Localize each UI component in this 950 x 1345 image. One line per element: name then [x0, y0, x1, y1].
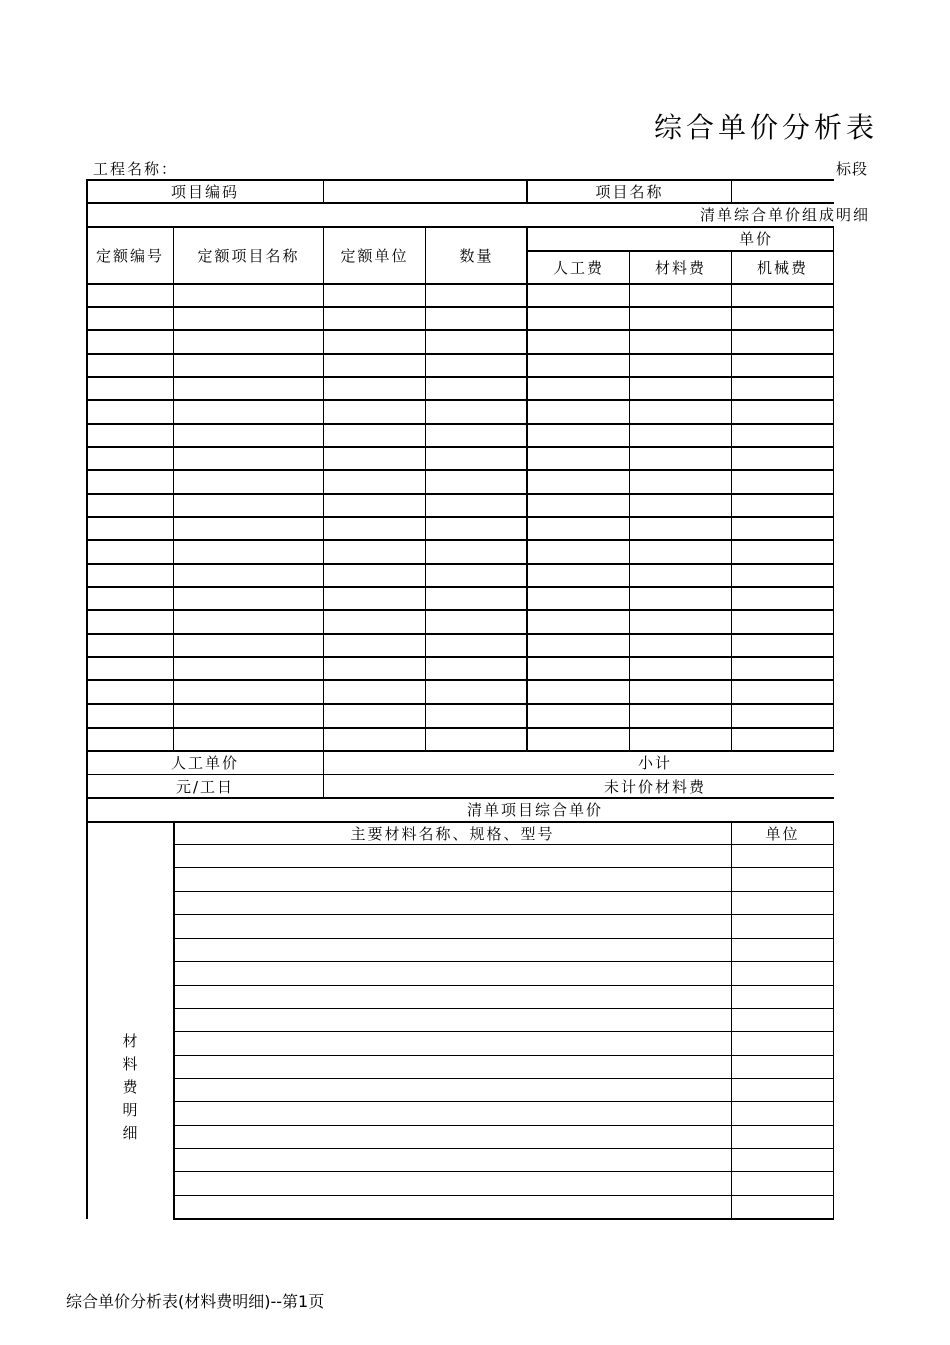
grid-line	[87, 821, 834, 823]
grid-line	[173, 1148, 834, 1149]
grid-line	[87, 563, 834, 565]
grid-line	[87, 423, 834, 425]
grid-line	[527, 250, 834, 252]
labor-unit-label: 元/工日	[175, 778, 235, 796]
section-label: 标段	[836, 160, 869, 178]
grid-line	[173, 891, 834, 892]
grid-line	[87, 516, 834, 518]
grid-line	[173, 985, 834, 986]
vertical-char: 费	[122, 1078, 138, 1096]
footer-caption: 综合单价分析表(材料费明细)--第1页	[66, 1292, 325, 1311]
grid-line	[86, 179, 88, 1219]
grid-line	[87, 609, 834, 611]
grid-line	[173, 1125, 834, 1126]
grid-line	[526, 179, 528, 203]
item-code-value[interactable]	[324, 180, 527, 203]
col-quota-unit: 定额单位	[340, 246, 409, 265]
col-quota-name: 定额项目名称	[197, 246, 300, 265]
vertical-char: 细	[122, 1124, 138, 1142]
grid-line	[87, 633, 834, 635]
grid-line	[173, 1055, 834, 1056]
grid-line	[173, 1218, 834, 1220]
grid-line	[323, 750, 324, 798]
grid-line	[87, 202, 834, 204]
grid-line	[173, 938, 834, 939]
grid-line	[173, 914, 834, 915]
vertical-char: 明	[122, 1101, 138, 1119]
grid-line	[833, 821, 834, 1219]
grid-line	[173, 1195, 834, 1196]
grid-line	[173, 1171, 834, 1172]
grid-line	[629, 250, 630, 750]
item-name-label: 项目名称	[595, 183, 664, 201]
col-labor: 人工费	[552, 258, 604, 277]
grid-line	[173, 961, 834, 962]
grid-line	[87, 353, 834, 355]
grid-line	[173, 821, 175, 1219]
detail-caption: 清单综合单价组成明细	[699, 206, 870, 224]
grid-line	[87, 399, 834, 401]
grid-line	[731, 179, 732, 203]
col-material: 材料费	[654, 258, 706, 277]
grid-line	[87, 376, 834, 378]
grid-line	[87, 727, 834, 729]
grid-line	[87, 329, 834, 331]
item-code-label: 项目编码	[170, 183, 239, 201]
grid-line	[87, 679, 834, 681]
grid-line	[87, 446, 834, 448]
grid-line	[173, 867, 834, 868]
grid-line	[87, 226, 834, 228]
grid-line	[173, 1008, 834, 1009]
labor-unit-price-label: 人工单价	[170, 754, 239, 772]
grid-line	[173, 226, 174, 750]
material-unit-header: 单位	[765, 825, 800, 843]
grid-line	[731, 821, 732, 1219]
grid-line	[87, 493, 834, 495]
project-name-label: 工程名称：	[93, 160, 179, 178]
col-quantity: 数量	[459, 246, 494, 265]
grid-line	[173, 1031, 834, 1032]
grid-line	[87, 539, 834, 541]
grid-line	[87, 703, 834, 705]
grid-line	[833, 226, 834, 750]
grid-line	[87, 586, 834, 588]
grid-line	[425, 226, 426, 750]
page-title: 综合单价分析表	[654, 111, 879, 144]
grid-line	[731, 250, 732, 750]
material-detail-vertical-label	[120, 1030, 140, 1145]
grid-line	[526, 226, 528, 750]
grid-line	[173, 1101, 834, 1102]
grid-line	[173, 1078, 834, 1079]
unpriced-material-label: 未计价材料费	[603, 778, 706, 796]
grid-line	[323, 179, 324, 203]
col-unit-price: 单价	[738, 230, 773, 248]
vertical-char: 料	[122, 1055, 138, 1073]
grid-line	[87, 179, 834, 181]
grid-line	[87, 306, 834, 308]
col-quota-code: 定额编号	[95, 246, 164, 265]
col-machinery: 机械费	[756, 258, 808, 277]
item-name-value[interactable]	[732, 180, 833, 203]
grid-line	[87, 774, 834, 775]
subtotal-label: 小计	[637, 754, 672, 772]
grid-line	[323, 226, 324, 750]
grid-line	[87, 283, 834, 285]
grid-line	[173, 844, 834, 845]
bill-unit-price-label: 清单项目综合单价	[466, 801, 603, 819]
vertical-char: 材	[122, 1032, 138, 1050]
grid-line	[87, 797, 834, 799]
grid-line	[87, 750, 834, 752]
grid-line	[87, 469, 834, 471]
grid-line	[87, 656, 834, 658]
material-name-header: 主要材料名称、规格、型号	[350, 825, 555, 843]
